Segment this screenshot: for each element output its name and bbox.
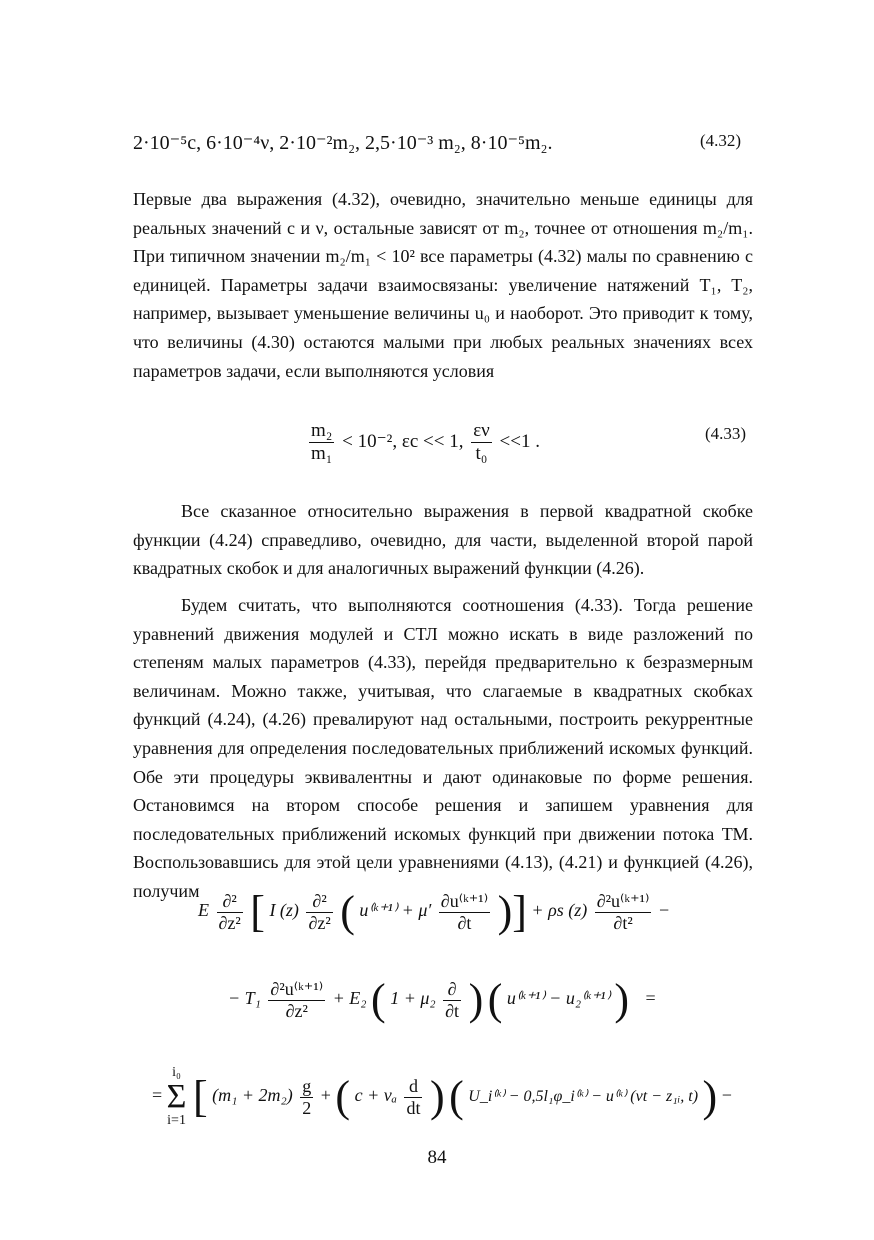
fraction-mass-ratio — [309, 420, 334, 465]
term-mass: (m₁ + 2m₂) — [212, 1085, 293, 1106]
operator-plus: + — [320, 1085, 331, 1106]
paren-right: ) — [429, 1072, 445, 1121]
fraction-denominator: m₁ — [311, 443, 333, 464]
fraction-denominator: ∂t — [445, 1000, 460, 1021]
fraction-numerator: εν — [473, 420, 490, 441]
equation-4-33-label: (4.33) — [705, 424, 747, 443]
fraction-numerator: ∂u⁽ᵏ⁺¹⁾ — [440, 890, 489, 911]
fraction-numerator: m₂ — [311, 420, 333, 441]
page-number: 84 — [427, 1147, 447, 1168]
fraction-d-dt — [404, 1076, 422, 1119]
operator-minus: − — [658, 900, 670, 921]
sigma-symbol: Σ — [166, 1078, 187, 1115]
paragraph-2: Все сказанное относительно выражения в первой квадратной скобке функции (4.24) справедливо, очевидно, для части, выделенной второй парой квадратных скобок и для аналогичных выражений функции (4.26). — [133, 501, 753, 579]
paragraph-3: Будем считать, что выполняются соотношения (4.33). Тогда решение уравнений движения модулей и СТЛ можно искать в виде разложений по степеням малых параметров (4.33), перейдя предварительно к безразмерным величинам. Можно также, учитывая, что слагаемые в квадратных скобках функций (4.24), (4.26) превалируют над остальными, построить рекуррентные уравнения для определения последовательных приближений искомых функций. Обе эти процедуры эквивалентны и дают одинаковые по форме решения. Остановимся на втором способе решения и запишем уравнения для последовательных приближений искомых функций при движении потока ТМ. Воспользовавшись для этой цели уравнениями (4.13), (4.21) и функцией (4.26), получим — [133, 595, 753, 901]
fraction-d2u-dt2 — [595, 891, 652, 934]
fraction-denominator: ∂t — [457, 912, 472, 933]
term-u: u⁽ᵏ⁺¹⁾ + μ′ — [359, 900, 432, 921]
term-displacement: U_i⁽ᵏ⁾ − 0,5l₁φ_i⁽ᵏ⁾ − u⁽ᵏ⁾ (vt − z₁ᵢ, t) — [468, 1088, 699, 1106]
paren-left: ( — [449, 1072, 464, 1121]
fraction-denominator: t₀ — [475, 443, 488, 464]
equation-4-33-middle: < 10⁻², εc << 1, — [342, 430, 464, 452]
fraction-numerator: ∂ — [443, 979, 461, 1001]
fraction-numerator: ∂² — [217, 891, 243, 913]
paren-left: ( — [335, 1072, 351, 1121]
fraction-denominator: 2 — [302, 1097, 312, 1118]
fraction-denominator: ∂t² — [613, 912, 633, 933]
bracket-left: [ — [250, 887, 265, 936]
fraction-numerator: ∂²u⁽ᵏ⁺¹⁾ — [596, 890, 650, 911]
term-c-plus-va: c + vₐ — [354, 1085, 397, 1106]
bracket-right: ] — [512, 887, 527, 936]
paren-left: ( — [340, 887, 355, 936]
term-rho: + ρs (z) — [531, 900, 588, 921]
term-one-plus-mu: 1 + μ₂ — [390, 988, 436, 1009]
equation-line-2 — [228, 975, 656, 1024]
fraction-d2-dz2 — [217, 891, 243, 934]
fraction-denominator: ∂z² — [308, 912, 331, 933]
equation-4-32-text: 2·10⁻⁵c, 6·10⁻⁴ν, 2·10⁻²m₂, 2,5·10⁻³ m₂, 8·10⁻⁵m₂. — [133, 132, 553, 154]
term-e2: + E₂ — [332, 988, 367, 1009]
fraction-d2u-dz2 — [268, 979, 325, 1022]
term-tension: − T₁ — [228, 988, 261, 1009]
summation — [167, 1066, 187, 1128]
paren-left: ( — [487, 975, 503, 1024]
fraction-numerator: ∂² — [306, 891, 332, 913]
equation-line-1 — [198, 887, 670, 936]
fraction-d2-dz2-inner — [306, 891, 332, 934]
fraction-g-2 — [300, 1076, 313, 1119]
paren-right: ) — [614, 975, 630, 1024]
symbol-e: E — [198, 900, 209, 921]
fraction-numerator: ∂²u⁽ᵏ⁺¹⁾ — [270, 978, 324, 999]
operator-equals: = — [152, 1085, 163, 1106]
sum-upper-limit: i₀ — [172, 1065, 181, 1080]
paren-right: ) — [468, 975, 484, 1024]
bracket-left: [ — [192, 1072, 208, 1121]
sum-lower-limit: i=1 — [167, 1113, 186, 1128]
equation-4-32-label: (4.32) — [700, 131, 742, 150]
equation-line-3 — [152, 1066, 732, 1128]
operator-minus: − — [721, 1085, 732, 1106]
equation-4-33-tail: <<1 . — [499, 430, 540, 452]
term-difference: u⁽ᵏ⁺¹⁾ − u₂⁽ᵏ⁺¹⁾ — [506, 988, 610, 1009]
fraction-epsilon-nu — [471, 420, 492, 465]
fraction-denominator: dt — [406, 1097, 421, 1118]
fraction-numerator: g — [302, 1075, 312, 1096]
paragraph-1: Первые два выражения (4.32), очевидно, значительно меньше единицы для реальных значений c и ν, остальные зависят от m₂, точнее от отношения m₂/m₁. При типичном значении m₂/m₁ < 10² все параметры (4.32) малы по сравнению с единицей. Параметры задачи взаимосвязаны: увеличение натяжений T₁, T₂, например, вызывает уменьшение величины u₀ и наоборот. Это приводит к тому, что величины (4.30) остаются малыми при любых реальных значениях всех параметров задачи, если выполняются условия — [133, 189, 753, 381]
equation-4-33 — [306, 420, 540, 465]
fraction-numerator: d — [404, 1076, 422, 1098]
fraction-d-dt — [443, 979, 461, 1022]
fraction-denominator: ∂z² — [218, 912, 241, 933]
paren-right: ) — [497, 887, 513, 936]
fraction-du-dt — [439, 891, 490, 934]
fraction-denominator: ∂z² — [285, 1000, 308, 1021]
symbol-inertia: I (z) — [269, 900, 299, 921]
paren-right: ) — [702, 1072, 718, 1121]
equation-4-32 — [133, 130, 553, 155]
operator-equals: = — [645, 988, 656, 1009]
paren-left: ( — [371, 975, 386, 1024]
